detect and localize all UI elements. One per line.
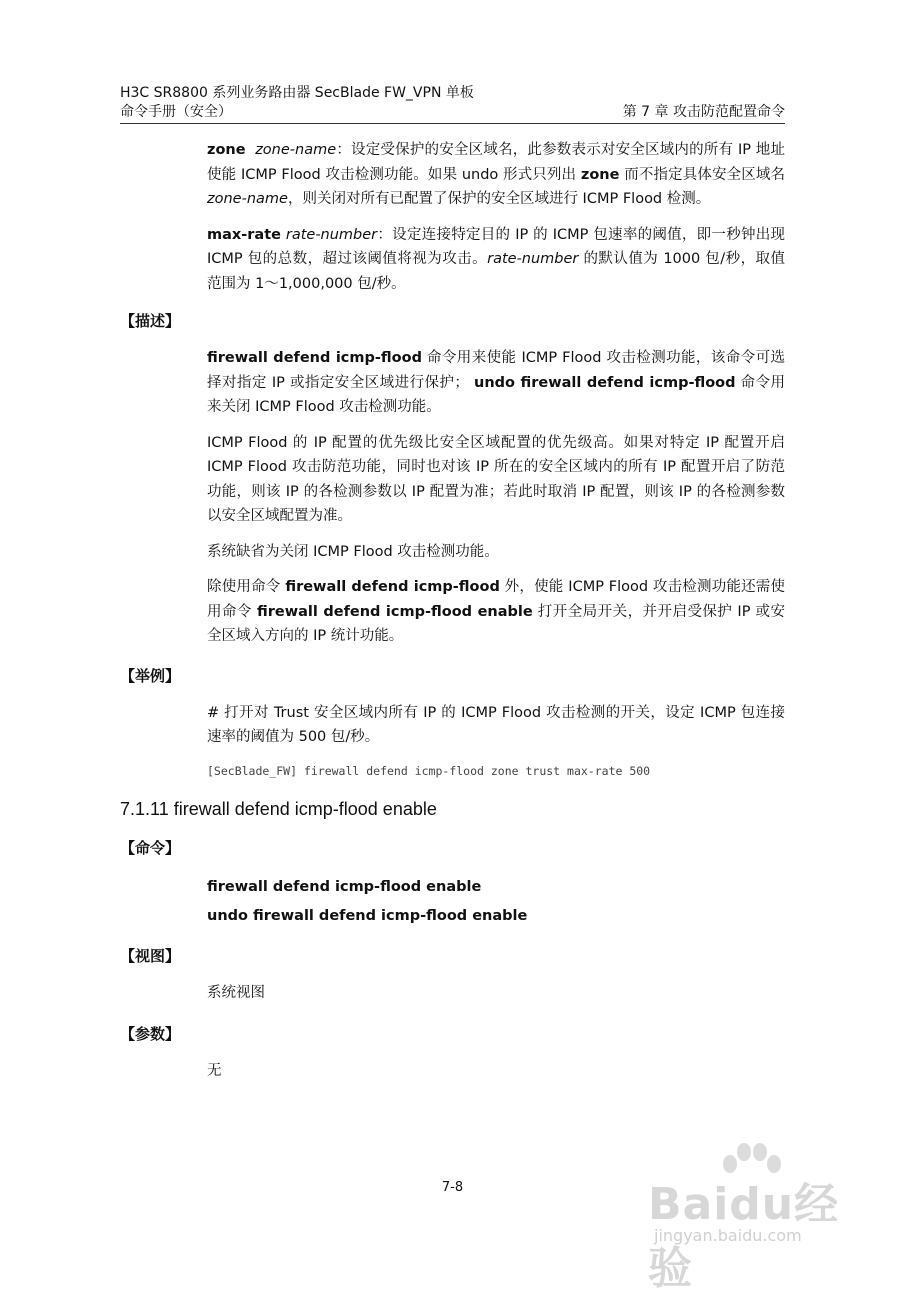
text: 而不指定具体安全区域名: [619, 166, 785, 183]
param-max-rate: [207, 223, 785, 297]
kw: firewall defend icmp-flood enable: [256, 603, 533, 620]
param-zone: [207, 138, 785, 212]
header-divider: [120, 123, 785, 124]
command-undo: undo firewall defend icmp-flood enable: [207, 907, 528, 924]
example-text: # 打开对 Trust 安全区域内所有 IP 的 ICMP Flood 攻击检测的开关，设定 ICMP 包连接速率的阈值为 500 包/秒。: [207, 704, 785, 745]
command-label: 【命令】: [120, 838, 181, 857]
header-manual-name: 命令手册（安全）: [120, 104, 232, 120]
text: 的默认值为 1000 包/秒，取值范围为 1～1,000,000 包/秒。: [207, 251, 785, 292]
kw: max-rate: [207, 226, 281, 243]
header-chapter: 第 7 章 攻击防范配置命令: [622, 104, 785, 120]
param-label: 【参数】: [120, 1025, 181, 1043]
view-text: 系统视图: [207, 984, 265, 1001]
section-title: 7.1.11 firewall defend icmp-flood enable: [120, 798, 437, 819]
example-code: [SecBlade_FW] firewall defend icmp-flood zone trust max-rate 500: [207, 763, 651, 778]
page-content: [120, 138, 785, 1095]
description-p3: 系统缺省为关闭 ICMP Flood 攻击检测功能。: [207, 543, 499, 560]
text: ：设定受保护的安全区域名，此参数表示对安全区域内的所有 IP 地址使能 ICMP Flood 攻击检测功能。如果 undo 形式只列出: [207, 142, 785, 183]
description-p2: ICMP Flood 的 IP 配置的优先级比安全区域配置的优先级高。如果对特定 IP 配置开启 ICMP Flood 攻击防范功能，同时也对该 IP 所在的安全区域内的所有 IP 配置开启了防范功能，则该 IP 的各检测参数以 IP 配置为准；若此时取消 IP 配置，则该 IP 的各检测参数以安全区域配置为准。: [207, 434, 785, 524]
text: ，则关闭对所有已配置了保护的安全区域进行 ICMP Flood 检测。: [287, 191, 711, 207]
kw: undo firewall defend icmp-flood: [474, 374, 736, 391]
param-text: 无: [207, 1063, 222, 1079]
command-block: [207, 873, 785, 931]
page-number: 7-8: [441, 1180, 464, 1195]
text: 命令用来使能 ICMP Flood 攻击检测功能，该命令可选择对指定 IP 或指定安全区域进行保护；: [207, 350, 785, 391]
text: 除使用命令: [207, 579, 286, 595]
watermark-url: jingyan.baidu.com: [654, 1226, 802, 1245]
text: ：设定连接特定目的 IP 的 ICMP 包速率的阈值，即一秒钟出现 ICMP 包的总数，超过该阈值将视为攻击。: [207, 226, 785, 267]
param-block: [207, 1059, 785, 1084]
arg: rate-number: [487, 251, 579, 267]
arg: zone-name: [207, 191, 288, 207]
header-title: H3C SR8800 系列业务路由器 SecBlade FW_VPN 单板: [120, 85, 474, 101]
description-block: [207, 346, 785, 649]
description-label: 【描述】: [120, 312, 181, 330]
text: 外，使能 ICMP Flood 攻击检测功能还需使用命令: [207, 579, 786, 620]
kw: firewall defend icmp-flood: [207, 350, 422, 366]
parameters-block: [207, 138, 785, 296]
kw: zone: [207, 142, 246, 158]
description-p4: [207, 575, 785, 649]
watermark-brand: Baidu经验: [648, 1179, 840, 1294]
example-block: [207, 701, 785, 750]
description-p1: [207, 346, 785, 420]
arg: rate-number: [285, 226, 378, 243]
command-enable: firewall defend icmp-flood enable: [207, 878, 482, 895]
text: 打开全局开关，并开启受保护 IP 或安全区域入方向的 IP 统计功能。: [207, 603, 785, 644]
kw: zone: [580, 166, 620, 183]
view-block: [207, 981, 785, 1006]
page-header: [120, 84, 785, 122]
example-label: 【举例】: [120, 666, 181, 685]
kw: firewall defend icmp-flood: [285, 579, 500, 595]
arg: zone-name: [255, 142, 337, 158]
text: 命令用来关闭 ICMP Flood 攻击检测功能。: [207, 374, 785, 415]
view-label: 【视图】: [120, 946, 181, 965]
watermark: [636, 1140, 876, 1294]
